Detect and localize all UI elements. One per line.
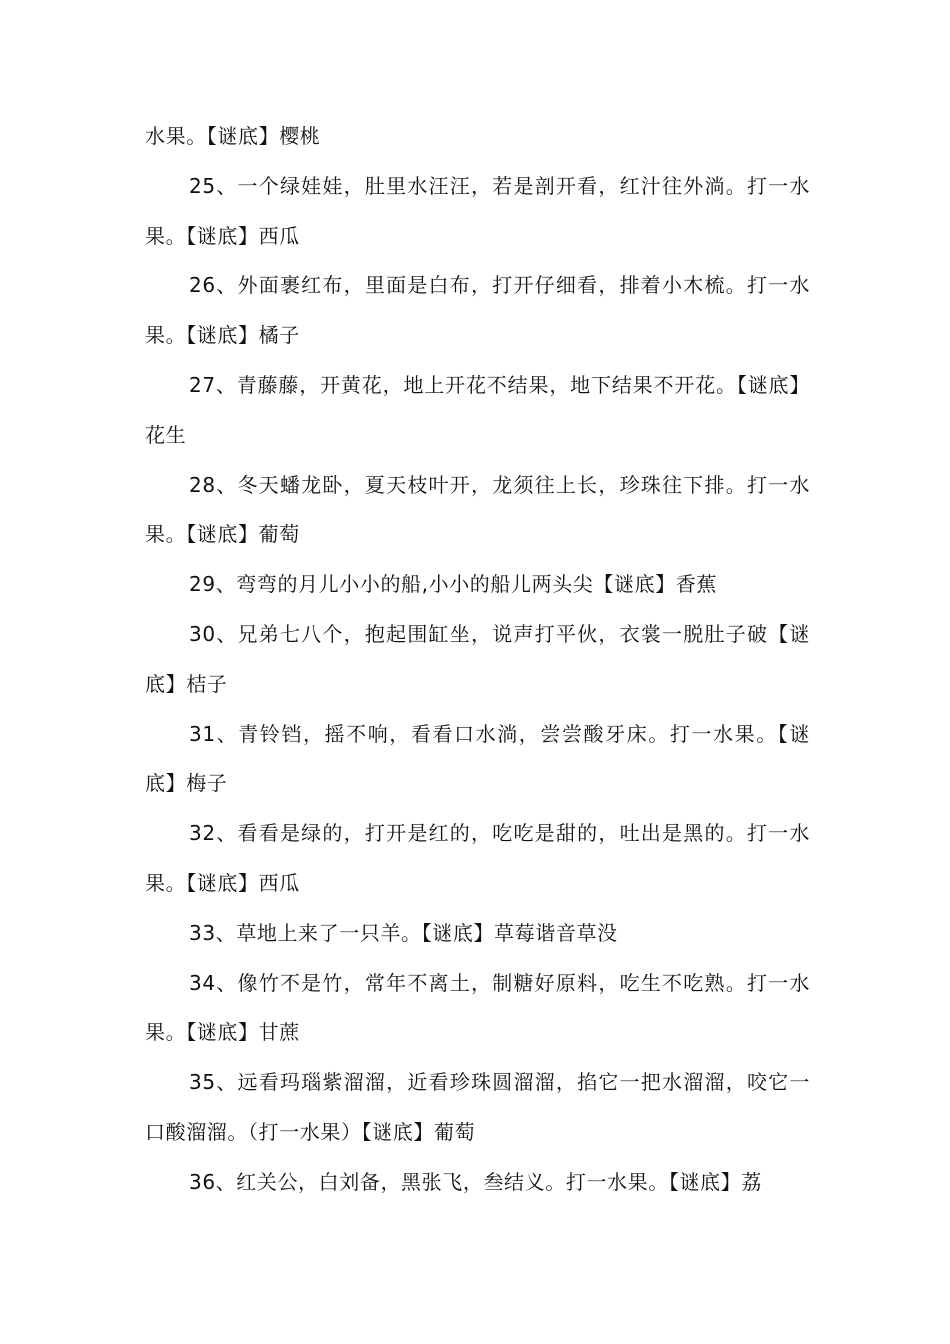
paragraph: 30、兄弟七八个，抱起围缸坐，说声打平伙，衣裳一脱肚子破【谜底】桔子 <box>145 621 810 696</box>
document-body <box>145 112 810 1208</box>
paragraph: 32、看看是绿的，打开是红的，吃吃是甜的，吐出是黑的。打一水果。【谜底】西瓜 <box>145 821 810 895</box>
paragraph: 31、青铃铛，摇不响，看看口水淌，尝尝酸牙床。打一水果。【谜底】梅子 <box>145 721 810 796</box>
paragraph: 29、弯弯的月儿小小的船,小小的船儿两头尖【谜底】香蕉 <box>189 572 718 597</box>
paragraph: 25、一个绿娃娃，肚里水汪汪，若是剖开看，红汁往外淌。打一水果。【谜底】西瓜 <box>145 173 810 248</box>
paragraph: 34、像竹不是竹，常年不离土，制糖好原料，吃生不吃熟。打一水果。【谜底】甘蔗 <box>145 970 810 1045</box>
paragraph: 36、红关公，白刘备，黑张飞，叁结义。打一水果。【谜底】荔 <box>189 1169 762 1194</box>
paragraph: 水果。【谜底】樱桃 <box>145 124 321 148</box>
paragraph: 33、草地上来了一只羊。【谜底】草莓谐音草没 <box>189 920 618 945</box>
paragraph: 28、冬天蟠龙卧，夏天枝叶开，龙须往上长，珍珠往下排。打一水果。【谜底】葡萄 <box>145 472 810 547</box>
paragraph: 27、青藤藤，开黄花，地上开花不结果，地下结果不开花。【谜底】花生 <box>145 372 810 447</box>
paragraph: 26、外面裹红布，里面是白布，打开仔细看，排着小木梳。打一水果。【谜底】橘子 <box>145 273 810 348</box>
paragraph: 35、远看玛瑙紫溜溜，近看珍珠圆溜溜，掐它一把水溜溜，咬它一口酸溜溜。（打一水果）【谜底】葡萄 <box>145 1070 810 1144</box>
